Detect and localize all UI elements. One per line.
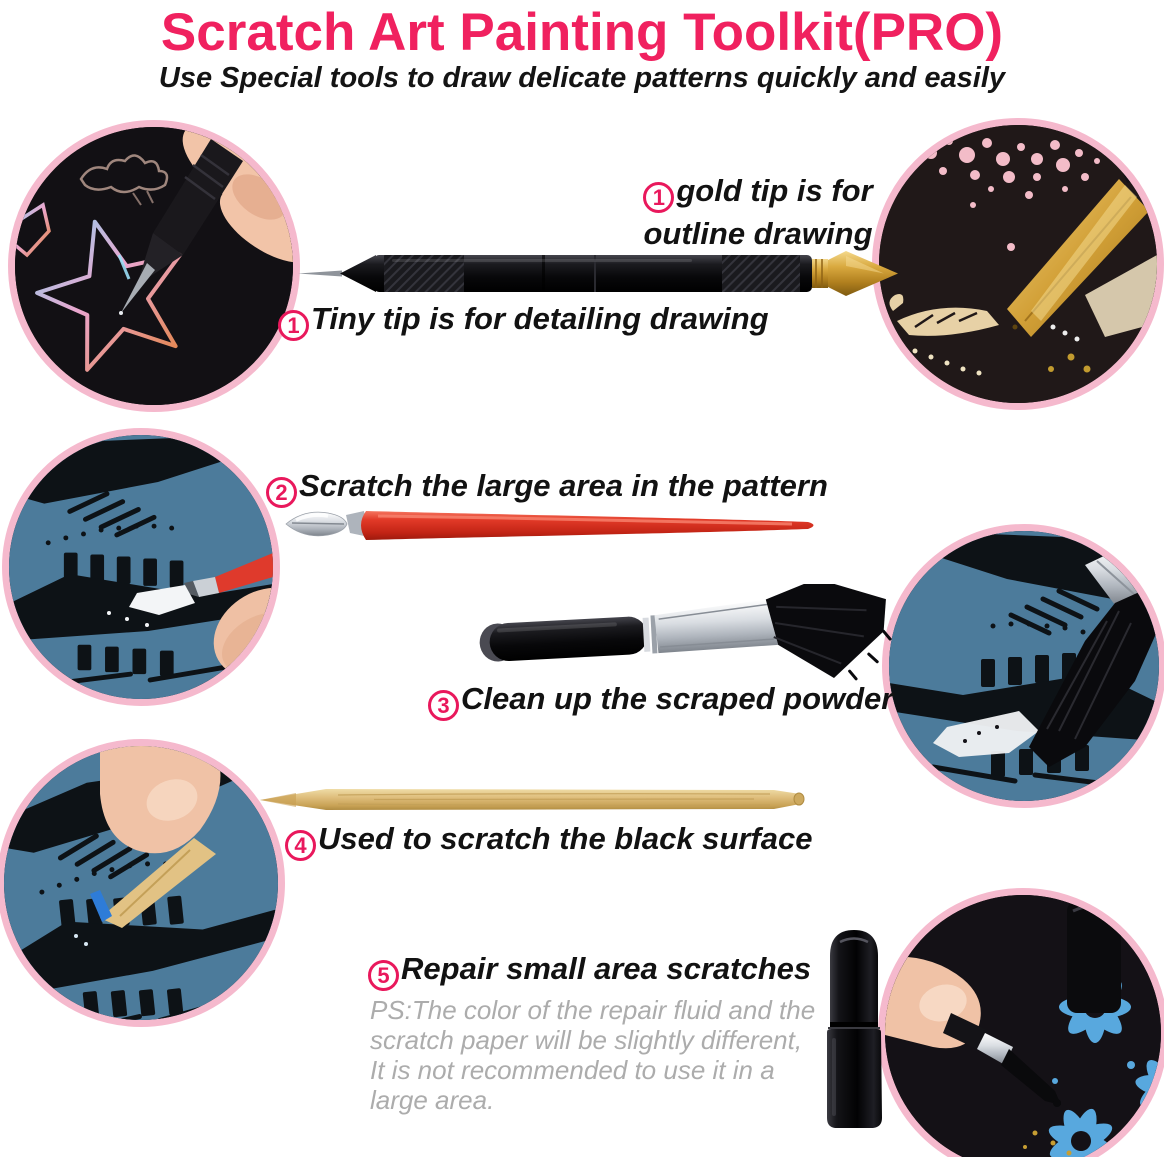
page-title: Scratch Art Painting Toolkit(PRO) [160, 3, 1004, 62]
ps-note-line: large area. [370, 1085, 495, 1115]
step-3-badge: 3 [428, 690, 459, 721]
gold-cone-tip [846, 251, 898, 296]
annotation-gold-tip-line2: outline drawing [643, 216, 873, 251]
brush-handle [489, 616, 649, 662]
photo-repair-fluid-inset [878, 888, 1164, 1157]
annotation-tiny-tip: 1 Tiny tip is for detailing drawing [278, 299, 769, 341]
annotation-gold-tip [618, 170, 898, 255]
red-scraper-photo-illustration [9, 435, 273, 699]
ps-note-line: scratch paper will be slightly different, [370, 1025, 803, 1055]
photo-gold-tip-inset [872, 118, 1164, 410]
bamboo-stick-photo-illustration [4, 746, 278, 1020]
needle-tip [298, 271, 342, 277]
repair-fluid-bottle-illustration [818, 926, 890, 1134]
scratch-star-photo-illustration [15, 127, 293, 405]
ps-note [370, 995, 815, 1115]
bottle-cap [830, 930, 878, 1022]
annotation-clean-powder: 3 Clean up the scraped powder [428, 679, 893, 721]
brush-bristles [765, 584, 890, 681]
step-1-badge: 1 [643, 182, 674, 213]
annotation-gold-tip-line1: 1 gold tip is for [618, 170, 898, 213]
bamboo-stick-illustration [254, 782, 812, 816]
step-4-badge: 4 [285, 830, 316, 861]
brush-ferrule [654, 599, 778, 653]
photo-brush-cleaning-inset [882, 524, 1164, 808]
annotation-scratch-surface: 4 Used to scratch the black surface [285, 819, 812, 861]
bamboo-point [260, 793, 296, 807]
gold-ferrule [812, 259, 828, 288]
annotation-scratch-large-area: 2 Scratch the large area in the pattern [266, 466, 828, 508]
repair-fluid-photo-illustration [885, 895, 1161, 1157]
annotation-repair-scratches: 5 Repair small area scratches [368, 949, 811, 991]
standing-bottle [1067, 901, 1121, 1013]
brush-cleaning-photo-illustration [889, 531, 1159, 801]
photo-scratch-star-inset [8, 120, 300, 412]
step-2-badge: 2 [266, 477, 297, 508]
gold-tip-photo-illustration [879, 125, 1157, 403]
photo-bamboo-stick-inset [0, 739, 285, 1027]
ps-note-line: PS:The color of the repair fluid and the [370, 995, 816, 1025]
page-subtitle: Use Special tools to draw delicate patterns quickly and easily [158, 62, 1006, 94]
photo-red-scraper-inset [2, 428, 280, 706]
step-1-badge: 1 [278, 310, 309, 341]
step-5-badge: 5 [368, 960, 399, 991]
ps-note-line: It is not recommended to use it in a [370, 1055, 775, 1085]
